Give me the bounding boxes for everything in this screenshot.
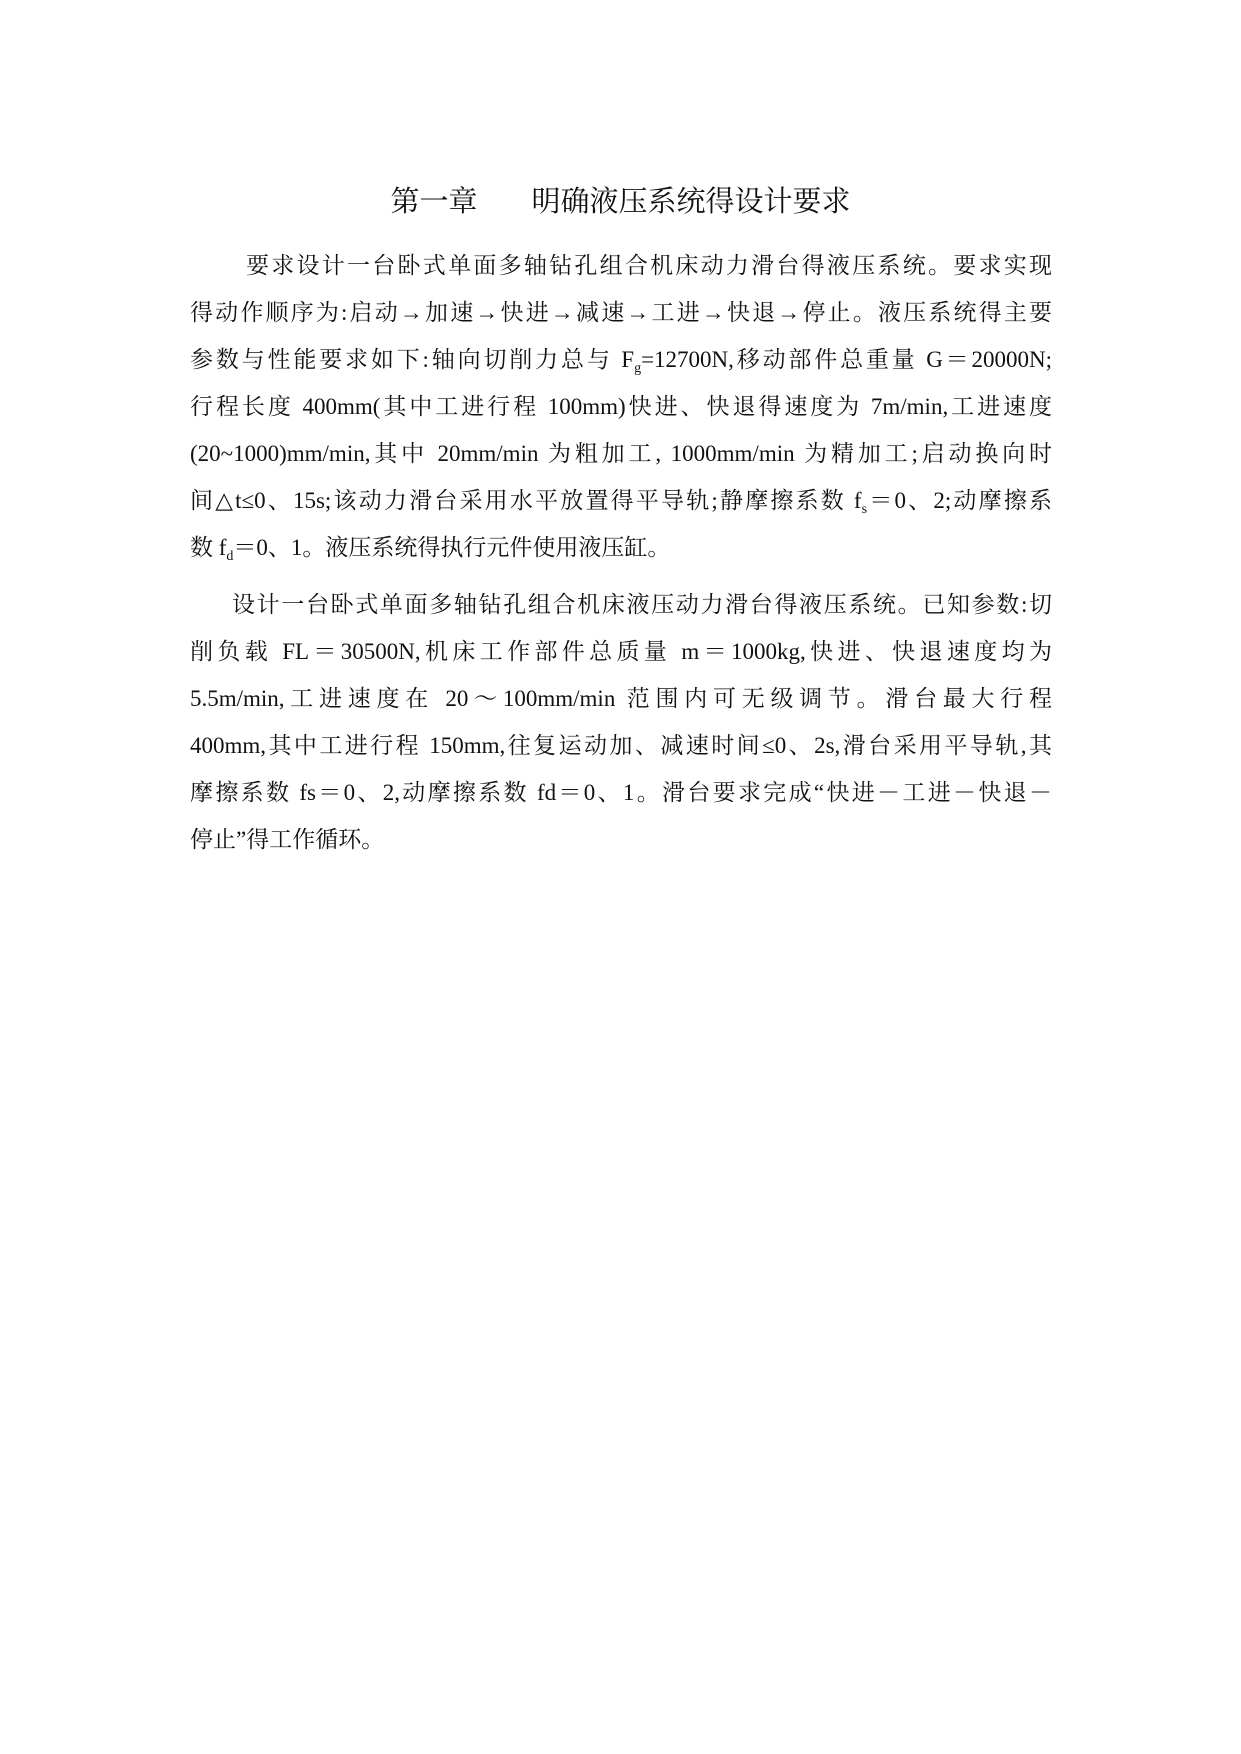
paragraph-2 [190,581,1052,863]
chapter-number: 第一章 [390,184,478,218]
paragraph-1 [190,242,1052,571]
p1-line-7-part-b: ＝0、1。液压系统得执行元件使用液压缸。 [233,535,671,560]
chapter-title [0,182,1241,220]
p2-line-4: 400mm,其中工进行程 150mm,往复运动加、减速时间≤0、2s,滑台采用平导轨,其 [190,733,1052,758]
chapter-title-text: 明确液压系统得设计要求 [531,184,851,218]
p1-line-7-part-a: 数 f [190,535,227,560]
p1-line-3-part-a: 参数与性能要求如下:轴向切削力总与 F [190,347,635,372]
p1-line-2: 得动作顺序为:启动→加速→快进→减速→工进→快退→停止。液压系统得主要 [190,300,1052,325]
p2-line-6: 停止”得工作循环。 [190,827,385,852]
p1-line-3-part-b: =12700N,移动部件总重量 G＝20000N; [641,347,1052,372]
p1-line-4: 行程长度 400mm(其中工进行程 100mm)快进、快退得速度为 7m/min,工进速度 [190,394,1052,419]
p1-line-6-part-b: ＝0、2;动摩擦系 [867,488,1053,513]
p1-line-3 [190,336,1052,383]
p2-line-3: 5.5m/min,工进速度在 20～100mm/min 范围内可无级调节。滑台最大行程 [190,686,1052,711]
p1-line-5: (20~1000)mm/min,其中 20mm/min 为粗加工, 1000mm/min 为精加工;启动换向时 [190,441,1052,466]
body-text [190,242,1052,863]
p2-line-5: 摩擦系数 fs＝0、2,动摩擦系数 fd＝0、1。滑台要求完成“快进－工进－快退－ [190,780,1052,805]
p1-line-1: 要求设计一台卧式单面多轴钻孔组合机床动力滑台得液压系统。要求实现 [246,253,1052,278]
p1-line-6-subscript: s [861,502,868,517]
p2-line-2: 削负载 FL＝30500N,机床工作部件总质量 m＝1000kg,快进、快退速度均为 [190,639,1052,664]
p2-line-1: 设计一台卧式单面多轴钻孔组合机床液压动力滑台得液压系统。已知参数:切 [232,592,1052,617]
p1-line-6-part-a: 间△t≤0、15s;该动力滑台采用水平放置得平导轨;静摩擦系数 f [190,488,862,513]
p1-line-3-subscript: g [634,361,642,376]
p1-line-7 [190,524,1052,571]
p1-line-6 [190,477,1052,524]
p1-line-7-subscript: d [226,549,234,564]
